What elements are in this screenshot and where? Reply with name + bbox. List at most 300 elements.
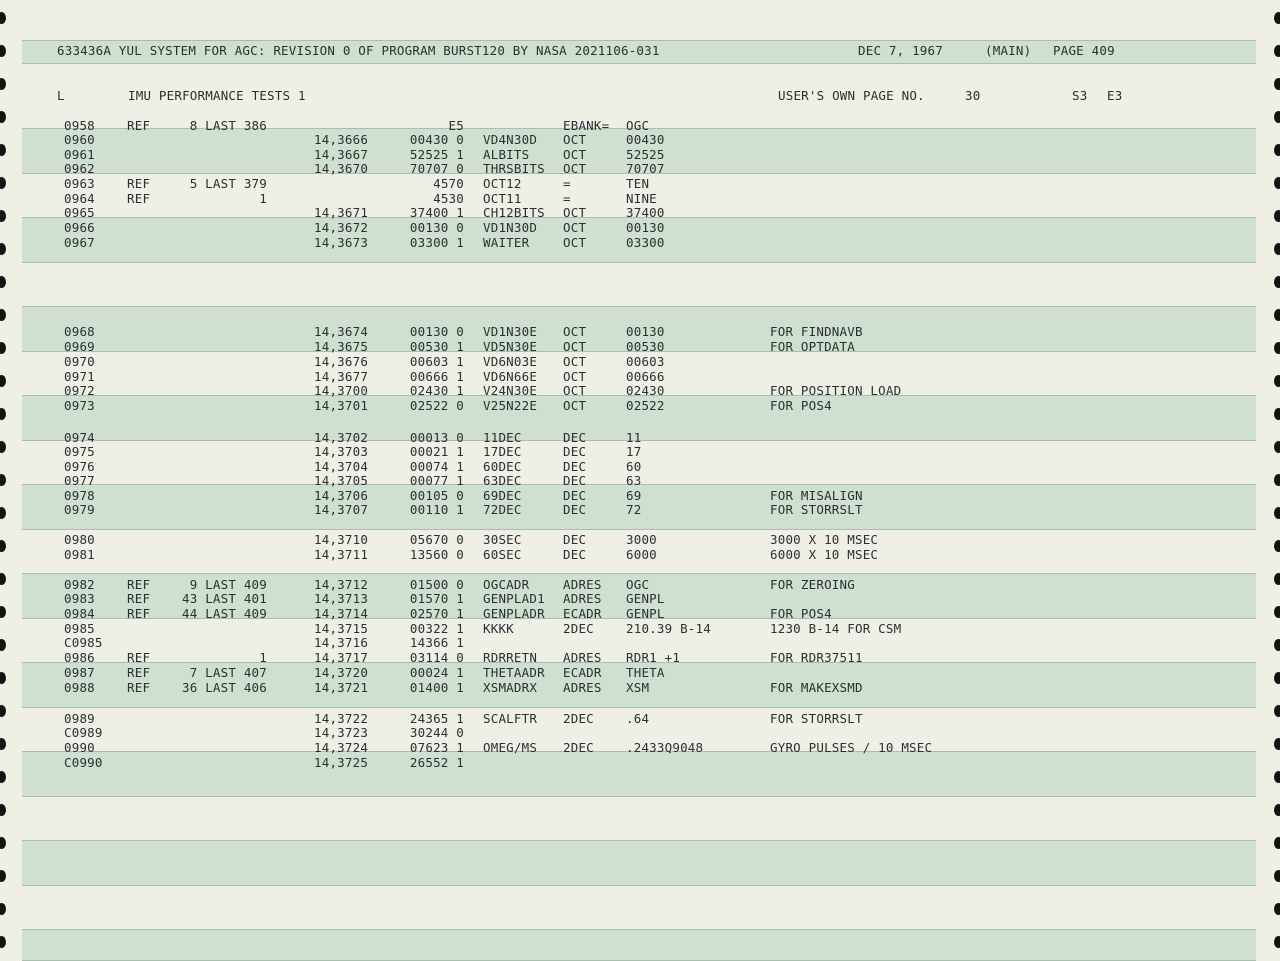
octal-code: 13560 0 xyxy=(409,547,464,562)
octal-code: 00603 1 xyxy=(409,354,464,369)
symbol: GENPLAD1 xyxy=(483,591,545,606)
line-number: 0968 xyxy=(64,324,95,339)
listing-row xyxy=(0,473,1200,488)
opcode: OCT xyxy=(563,235,587,250)
feed-hole-icon xyxy=(1274,771,1280,783)
feed-hole-icon xyxy=(1274,573,1280,585)
feed-hole-icon xyxy=(1274,639,1280,651)
operand: XSM xyxy=(626,680,650,695)
octal-code: 07623 1 xyxy=(409,740,464,755)
symbol: 11DEC xyxy=(483,430,522,445)
operand: .64 xyxy=(626,711,650,726)
listing-row xyxy=(0,650,1200,665)
address: 14,3705 xyxy=(314,473,369,488)
opcode: = xyxy=(563,191,571,206)
line-number: 0972 xyxy=(64,383,95,398)
feed-hole-icon xyxy=(0,870,6,882)
line-number: 0982 xyxy=(64,577,95,592)
octal-code: 00530 1 xyxy=(409,339,464,354)
ref-label: REF xyxy=(127,680,151,695)
opcode: OCT xyxy=(563,383,587,398)
listing-row xyxy=(0,665,1200,680)
opcode: DEC xyxy=(563,502,587,517)
line-number: 0976 xyxy=(64,459,95,474)
ref-info: 9 LAST 409 xyxy=(189,577,267,592)
comment: FOR POSITION LOAD xyxy=(770,383,902,398)
address: 14,3711 xyxy=(314,547,369,562)
octal-code: 00430 0 xyxy=(409,132,464,147)
octal-code: 00024 1 xyxy=(409,665,464,680)
operand: 210.39 B-14 xyxy=(626,621,711,636)
operand: GENPL xyxy=(626,606,665,621)
opcode: OCT xyxy=(563,324,587,339)
opcode: ECADR xyxy=(563,665,602,680)
operand: 69 xyxy=(626,488,642,503)
address: 14,3700 xyxy=(314,383,369,398)
symbol: OCT12 xyxy=(483,176,522,191)
address: 14,3675 xyxy=(314,339,369,354)
feed-hole-icon xyxy=(1274,12,1280,24)
header-page-number: PAGE 409 xyxy=(1053,43,1115,58)
listing-row xyxy=(0,591,1200,606)
users-own-page-number: 30 xyxy=(965,88,981,103)
symbol: WAITER xyxy=(483,235,530,250)
listing-row xyxy=(0,502,1200,517)
feed-hole-icon xyxy=(0,78,6,90)
opcode: OCT xyxy=(563,147,587,162)
listing-row xyxy=(0,755,1200,770)
feed-hole-icon xyxy=(0,276,6,288)
line-number: 0970 xyxy=(64,354,95,369)
operand: 02522 xyxy=(626,398,665,413)
address: 14,3676 xyxy=(314,354,369,369)
address: 14,3673 xyxy=(314,235,369,250)
comment: FOR POS4 xyxy=(770,606,832,621)
section-title: IMU PERFORMANCE TESTS 1 xyxy=(128,88,306,103)
feed-hole-icon xyxy=(1274,705,1280,717)
octal-code: 4570 xyxy=(433,176,464,191)
comment: 6000 X 10 MSEC xyxy=(770,547,879,562)
opcode: OCT xyxy=(563,369,587,384)
octal-code: 00077 1 xyxy=(409,473,464,488)
operand: GENPL xyxy=(626,591,665,606)
listing-row xyxy=(0,161,1200,176)
feed-hole-icon xyxy=(1274,177,1280,189)
listing-row xyxy=(0,118,1200,133)
feed-hole-icon xyxy=(0,771,6,783)
listing-row xyxy=(0,635,1200,650)
octal-code: 00130 0 xyxy=(409,220,464,235)
operand: OGC xyxy=(626,118,650,133)
address: 14,3725 xyxy=(314,755,369,770)
listing-row xyxy=(0,725,1200,740)
operand: THETA xyxy=(626,665,665,680)
octal-code: 02522 0 xyxy=(409,398,464,413)
listing-row xyxy=(0,324,1200,339)
comment: FOR STORRSLT xyxy=(770,502,863,517)
opcode: DEC xyxy=(563,459,587,474)
address: 14,3716 xyxy=(314,635,369,650)
feed-hole-icon xyxy=(1274,243,1280,255)
listing-row xyxy=(0,621,1200,636)
listing-row xyxy=(0,147,1200,162)
opcode: OCT xyxy=(563,398,587,413)
symbol: 60SEC xyxy=(483,547,522,562)
operand: 00666 xyxy=(626,369,665,384)
comment: 3000 X 10 MSEC xyxy=(770,532,879,547)
octal-code: 24365 1 xyxy=(409,711,464,726)
feed-hole-icon xyxy=(0,936,6,948)
ref-label: REF xyxy=(127,118,151,133)
line-number: C0985 xyxy=(64,635,103,650)
feed-hole-icon xyxy=(1274,111,1280,123)
line-number: 0960 xyxy=(64,132,95,147)
line-number: 0966 xyxy=(64,220,95,235)
symbol: KKKK xyxy=(483,621,514,636)
address: 14,3715 xyxy=(314,621,369,636)
feed-hole-icon xyxy=(1274,309,1280,321)
line-number: 0977 xyxy=(64,473,95,488)
operand: 3000 xyxy=(626,532,657,547)
opcode: OCT xyxy=(563,205,587,220)
octal-code: 02430 1 xyxy=(409,383,464,398)
feed-hole-icon xyxy=(1274,144,1280,156)
symbol: 30SEC xyxy=(483,532,522,547)
symbol: 72DEC xyxy=(483,502,522,517)
listing-row xyxy=(0,191,1200,206)
symbol: VD1N30D xyxy=(483,220,538,235)
operand: 72 xyxy=(626,502,642,517)
feed-hole-icon xyxy=(1274,870,1280,882)
operand: RDR1 +1 xyxy=(626,650,681,665)
octal-code: 30244 0 xyxy=(409,725,464,740)
line-number: 0967 xyxy=(64,235,95,250)
feed-hole-icon xyxy=(1274,375,1280,387)
section-log-flag: L xyxy=(57,88,65,103)
opcode: OCT xyxy=(563,220,587,235)
octal-code: 00322 1 xyxy=(409,621,464,636)
address: 14,3707 xyxy=(314,502,369,517)
comment: FOR MISALIGN xyxy=(770,488,863,503)
symbol: THETAADR xyxy=(483,665,545,680)
address: 14,3721 xyxy=(314,680,369,695)
ref-label: REF xyxy=(127,577,151,592)
opcode: ADRES xyxy=(563,591,602,606)
octal-code: 37400 1 xyxy=(409,205,464,220)
octal-code: 05670 0 xyxy=(409,532,464,547)
symbol: VD4N30D xyxy=(483,132,538,147)
symbol: 60DEC xyxy=(483,459,522,474)
ref-info: 1 xyxy=(259,191,267,206)
feed-hole-icon xyxy=(1274,903,1280,915)
address: 14,3724 xyxy=(314,740,369,755)
feed-hole-icon xyxy=(1274,441,1280,453)
address: 14,3672 xyxy=(314,220,369,235)
section-e-code: E3 xyxy=(1107,88,1123,103)
feed-hole-icon xyxy=(1274,936,1280,948)
line-number: 0965 xyxy=(64,205,95,220)
listing-row xyxy=(0,444,1200,459)
operand: 00603 xyxy=(626,354,665,369)
operand: NINE xyxy=(626,191,657,206)
line-number: 0979 xyxy=(64,502,95,517)
octal-code: 00130 0 xyxy=(409,324,464,339)
symbol: 63DEC xyxy=(483,473,522,488)
address: 14,3701 xyxy=(314,398,369,413)
operand: 60 xyxy=(626,459,642,474)
opcode: ECADR xyxy=(563,606,602,621)
symbol: GENPLADR xyxy=(483,606,545,621)
ref-info: 43 LAST 401 xyxy=(182,591,267,606)
octal-code: 01400 1 xyxy=(409,680,464,695)
octal-code: 00021 1 xyxy=(409,444,464,459)
address: 14,3714 xyxy=(314,606,369,621)
address: 14,3713 xyxy=(314,591,369,606)
operand: 37400 xyxy=(626,205,665,220)
opcode: = xyxy=(563,176,571,191)
listing-row xyxy=(0,740,1200,755)
address: 14,3704 xyxy=(314,459,369,474)
octal-code: 03114 0 xyxy=(409,650,464,665)
ref-label: REF xyxy=(127,191,151,206)
operand: 63 xyxy=(626,473,642,488)
listing-row xyxy=(0,680,1200,695)
feed-hole-icon xyxy=(1274,672,1280,684)
operand: 52525 xyxy=(626,147,665,162)
comment: FOR ZEROING xyxy=(770,577,855,592)
green-bar xyxy=(22,929,1256,961)
feed-hole-icon xyxy=(1274,606,1280,618)
address: 14,3671 xyxy=(314,205,369,220)
line-number: 0984 xyxy=(64,606,95,621)
octal-code: 00110 1 xyxy=(409,502,464,517)
line-number: 0961 xyxy=(64,147,95,162)
address: 14,3677 xyxy=(314,369,369,384)
address: 14,3706 xyxy=(314,488,369,503)
line-number: 0971 xyxy=(64,369,95,384)
address: 14,3717 xyxy=(314,650,369,665)
octal-code: 02570 1 xyxy=(409,606,464,621)
opcode: ADRES xyxy=(563,650,602,665)
line-number: 0987 xyxy=(64,665,95,680)
opcode: 2DEC xyxy=(563,621,594,636)
line-number: 0963 xyxy=(64,176,95,191)
address: 14,3722 xyxy=(314,711,369,726)
symbol: VD5N30E xyxy=(483,339,538,354)
feed-hole-icon xyxy=(1274,408,1280,420)
listing-row xyxy=(0,176,1200,191)
symbol: SCALFTR xyxy=(483,711,538,726)
line-number: C0990 xyxy=(64,755,103,770)
symbol: VD1N30E xyxy=(483,324,538,339)
ref-info: 44 LAST 409 xyxy=(182,606,267,621)
feed-hole-icon xyxy=(0,804,6,816)
opcode: DEC xyxy=(563,430,587,445)
feed-hole-icon xyxy=(1274,804,1280,816)
listing-row xyxy=(0,532,1200,547)
operand: 00530 xyxy=(626,339,665,354)
opcode: DEC xyxy=(563,547,587,562)
line-number: 0981 xyxy=(64,547,95,562)
listing-row xyxy=(0,606,1200,621)
listing-row xyxy=(0,220,1200,235)
users-own-page-label: USER'S OWN PAGE NO. xyxy=(778,88,925,103)
octal-code: 00013 0 xyxy=(409,430,464,445)
opcode: OCT xyxy=(563,161,587,176)
feed-hole-icon xyxy=(1274,837,1280,849)
listing-row xyxy=(0,547,1200,562)
octal-code: 4530 xyxy=(433,191,464,206)
listing-row xyxy=(0,205,1200,220)
feed-hole-icon xyxy=(1274,342,1280,354)
address: 14,3710 xyxy=(314,532,369,547)
feed-hole-icon xyxy=(0,45,6,57)
comment: FOR MAKEXSMD xyxy=(770,680,863,695)
feed-hole-icon xyxy=(1274,210,1280,222)
line-number: 0975 xyxy=(64,444,95,459)
address: 14,3720 xyxy=(314,665,369,680)
opcode: OCT xyxy=(563,339,587,354)
comment: GYRO PULSES / 10 MSEC xyxy=(770,740,933,755)
operand: 00430 xyxy=(626,132,665,147)
feed-hole-icon xyxy=(1274,507,1280,519)
header-main: (MAIN) xyxy=(985,43,1032,58)
address: 14,3666 xyxy=(314,132,369,147)
operand: 03300 xyxy=(626,235,665,250)
opcode: EBANK= xyxy=(563,118,610,133)
ref-info: 8 LAST 386 xyxy=(189,118,267,133)
address: 14,3667 xyxy=(314,147,369,162)
operand: 11 xyxy=(626,430,642,445)
comment: FOR RDR37511 xyxy=(770,650,863,665)
octal-code: 70707 0 xyxy=(409,161,464,176)
listing-row xyxy=(0,711,1200,726)
operand: 00130 xyxy=(626,324,665,339)
octal-code: 26552 1 xyxy=(409,755,464,770)
line-number: 0983 xyxy=(64,591,95,606)
listing-row xyxy=(0,339,1200,354)
line-number: 0964 xyxy=(64,191,95,206)
opcode: ADRES xyxy=(563,577,602,592)
symbol: THRSBITS xyxy=(483,161,545,176)
opcode: 2DEC xyxy=(563,711,594,726)
symbol: OGCADR xyxy=(483,577,530,592)
comment: FOR OPTDATA xyxy=(770,339,855,354)
listing-row xyxy=(0,235,1200,250)
address: 14,3674 xyxy=(314,324,369,339)
ref-label: REF xyxy=(127,650,151,665)
line-number: 0989 xyxy=(64,711,95,726)
line-number: 0985 xyxy=(64,621,95,636)
symbol: VD6N66E xyxy=(483,369,538,384)
address: 14,3702 xyxy=(314,430,369,445)
opcode: ADRES xyxy=(563,680,602,695)
listing-row xyxy=(0,398,1200,413)
octal-code: 00666 1 xyxy=(409,369,464,384)
line-number: 0958 xyxy=(64,118,95,133)
section-s-code: S3 xyxy=(1072,88,1088,103)
feed-hole-icon xyxy=(0,12,6,24)
operand: .2433Q9048 xyxy=(626,740,704,755)
section-header xyxy=(57,88,1257,103)
line-number: 0980 xyxy=(64,532,95,547)
line-number: C0989 xyxy=(64,725,103,740)
feed-hole-icon xyxy=(1274,738,1280,750)
octal-code: 01500 0 xyxy=(409,577,464,592)
line-number: 0986 xyxy=(64,650,95,665)
ref-label: REF xyxy=(127,176,151,191)
page-header xyxy=(57,43,1257,58)
line-number: 0973 xyxy=(64,398,95,413)
octal-code: E5 xyxy=(448,118,464,133)
feed-hole-icon xyxy=(1274,276,1280,288)
ref-label: REF xyxy=(127,591,151,606)
symbol: VD6N03E xyxy=(483,354,538,369)
listing-row xyxy=(0,488,1200,503)
octal-code: 03300 1 xyxy=(409,235,464,250)
listing-row xyxy=(0,132,1200,147)
listing-row xyxy=(0,354,1200,369)
feed-hole-icon xyxy=(1274,45,1280,57)
line-number: 0990 xyxy=(64,740,95,755)
opcode: DEC xyxy=(563,532,587,547)
symbol: OMEG/MS xyxy=(483,740,538,755)
listing-row xyxy=(0,383,1200,398)
opcode: DEC xyxy=(563,473,587,488)
ref-info: 5 LAST 379 xyxy=(189,176,267,191)
opcode: DEC xyxy=(563,488,587,503)
ref-info: 7 LAST 407 xyxy=(189,665,267,680)
line-number: 0988 xyxy=(64,680,95,695)
comment: FOR STORRSLT xyxy=(770,711,863,726)
line-number: 0969 xyxy=(64,339,95,354)
octal-code: 00105 0 xyxy=(409,488,464,503)
feed-hole-icon xyxy=(0,837,6,849)
symbol: CH12BITS xyxy=(483,205,545,220)
listing-row xyxy=(0,430,1200,445)
feed-hole-icon xyxy=(1274,474,1280,486)
feed-hole-icon xyxy=(0,309,6,321)
feed-hole-icon xyxy=(1274,78,1280,90)
ref-label: REF xyxy=(127,665,151,680)
line-number: 0962 xyxy=(64,161,95,176)
ref-info: 36 LAST 406 xyxy=(182,680,267,695)
address: 14,3670 xyxy=(314,161,369,176)
symbol: XSMADRX xyxy=(483,680,538,695)
opcode: OCT xyxy=(563,354,587,369)
opcode: OCT xyxy=(563,132,587,147)
operand: 17 xyxy=(626,444,642,459)
opcode: 2DEC xyxy=(563,740,594,755)
address: 14,3712 xyxy=(314,577,369,592)
ref-label: REF xyxy=(127,606,151,621)
line-number: 0978 xyxy=(64,488,95,503)
symbol: V24N30E xyxy=(483,383,538,398)
listing-row xyxy=(0,369,1200,384)
octal-code: 14366 1 xyxy=(409,635,464,650)
operand: TEN xyxy=(626,176,650,191)
operand: 6000 xyxy=(626,547,657,562)
operand: OGC xyxy=(626,577,650,592)
green-bar xyxy=(22,840,1256,886)
listing-row xyxy=(0,459,1200,474)
comment: FOR POS4 xyxy=(770,398,832,413)
symbol: RDRRETN xyxy=(483,650,538,665)
address: 14,3703 xyxy=(314,444,369,459)
symbol: ALBITS xyxy=(483,147,530,162)
feed-hole-icon xyxy=(1274,540,1280,552)
operand: 70707 xyxy=(626,161,665,176)
